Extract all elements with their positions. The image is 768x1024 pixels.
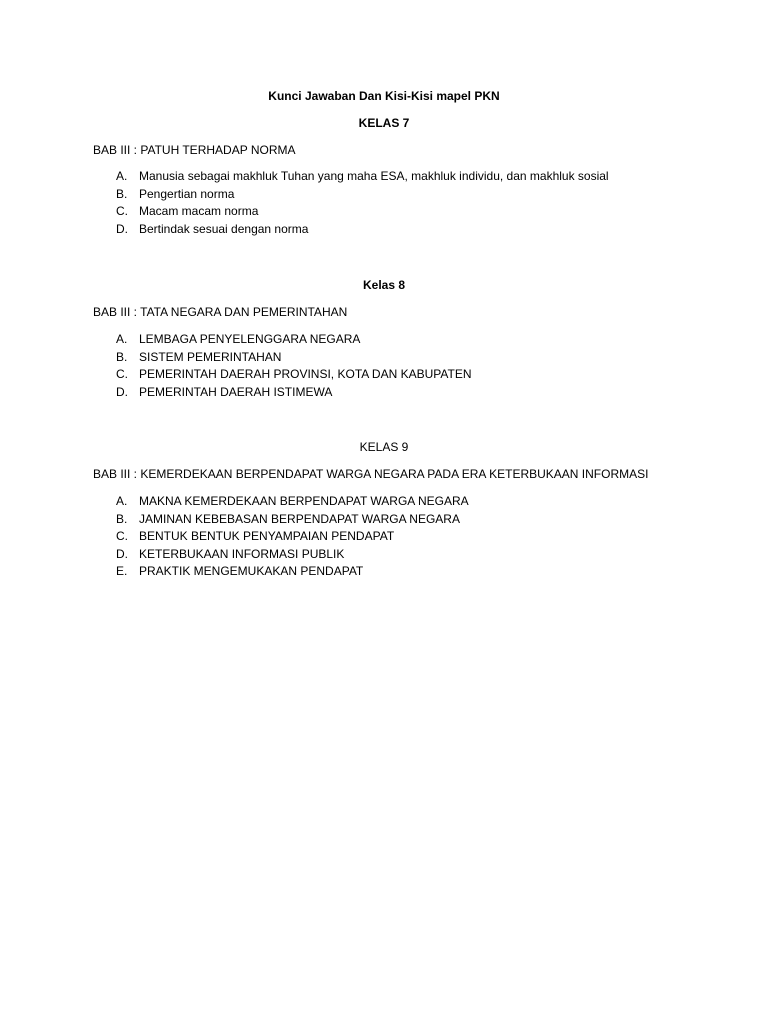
bab-title-kelas-9: BAB III : KEMERDEKAAN BERPENDAPAT WARGA NEGARA PADA ERA KETERBUKAAN INFORMASI — [93, 467, 649, 481]
list-item-text: PEMERINTAH DAERAH PROVINSI, KOTA DAN KABUPATEN — [139, 367, 472, 382]
section-heading-kelas-8: Kelas 8 — [362, 278, 406, 292]
list-marker: D. — [116, 546, 128, 561]
list-item-text: Bertindak sesuai dengan norma — [139, 221, 309, 236]
section-heading-kelas-9: KELAS 9 — [359, 440, 409, 454]
list-marker: C. — [116, 529, 128, 544]
section-heading-kelas-7: KELAS 7 — [358, 116, 410, 130]
list-item-text: PRAKTIK MENGEMUKAKAN PENDAPAT — [139, 564, 364, 579]
list-item-text: BENTUK BENTUK PENYAMPAIAN PENDAPAT — [139, 529, 395, 544]
document-title: Kunci Jawaban Dan Kisi-Kisi mapel PKN — [268, 89, 500, 103]
list-marker: B. — [116, 511, 128, 526]
list-marker: C. — [116, 367, 128, 382]
list-item-text: JAMINAN KEBEBASAN BERPENDAPAT WARGA NEGARA — [139, 511, 460, 526]
list-marker: D. — [116, 221, 128, 236]
list-item-text: SISTEM PEMERINTAHAN — [139, 349, 282, 364]
list-marker: A. — [116, 169, 128, 183]
list-item-text: Macam macam norma — [139, 204, 259, 219]
list-marker: A. — [116, 332, 128, 346]
list-marker: B. — [116, 349, 128, 364]
list-item-text: MAKNA KEMERDEKAAN BERPENDAPAT WARGA NEGARA — [139, 494, 469, 508]
list-item-text: Manusia sebagai makhluk Tuhan yang maha ESA, makhluk individu, dan makhluk sosial — [139, 169, 609, 183]
list-item-text: PEMERINTAH DAERAH ISTIMEWA — [139, 384, 333, 399]
list-marker: B. — [116, 186, 128, 201]
list-item-text: KETERBUKAAN INFORMASI PUBLIK — [139, 546, 345, 561]
list-item-text: LEMBAGA PENYELENGGARA NEGARA — [139, 332, 361, 346]
list-marker: E. — [116, 564, 128, 579]
bab-title-kelas-7: BAB III : PATUH TERHADAP NORMA — [93, 143, 296, 157]
list-marker: A. — [116, 494, 128, 508]
list-item-text: Pengertian norma — [139, 186, 235, 201]
list-marker: D. — [116, 384, 128, 399]
list-marker: C. — [116, 204, 128, 219]
bab-title-kelas-8: BAB III : TATA NEGARA DAN PEMERINTAHAN — [93, 305, 348, 319]
